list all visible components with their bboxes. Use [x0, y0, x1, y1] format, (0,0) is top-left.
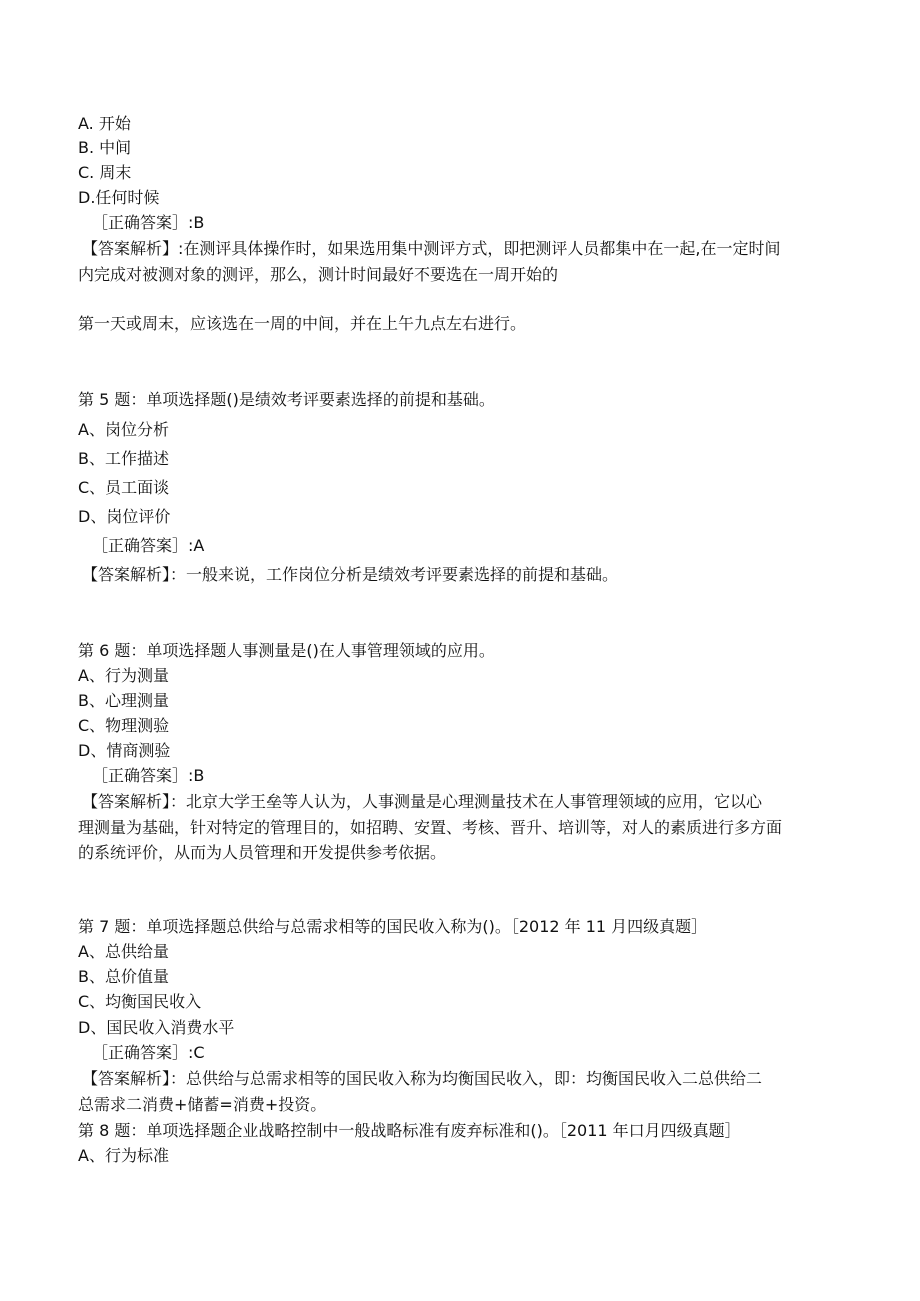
q5-option-c: C、员工面谈: [78, 478, 170, 497]
q6-option-d: D、情商测验: [78, 741, 171, 760]
q4-option-c: C. 周末: [78, 163, 132, 182]
q4-analysis-line-2: 内完成对被测对象的测评，那么，测计时间最好不要选在一周开始的: [78, 265, 559, 284]
q8-option-a: A、行为标准: [78, 1146, 169, 1165]
q5-option-b: B、工作描述: [78, 449, 169, 468]
q7-analysis-line-2: 总需求二消费+储蓄=消费+投资。: [78, 1095, 327, 1114]
q4-option-d: D.任何时候: [78, 188, 160, 207]
q4-option-b: B. 中间: [78, 138, 132, 157]
q5-option-d: D、岗位评价: [78, 507, 171, 526]
q7-option-c: C、均衡国民收入: [78, 992, 202, 1011]
q6-analysis-line-1: 【答案解析】：北京大学王垒等人认为，人事测量是心理测量技术在人事管理领域的应用，它以心: [82, 792, 763, 811]
q4-option-a: A. 开始: [78, 114, 131, 133]
q6-option-c: C、物理测验: [78, 716, 170, 735]
q7-option-d: D、国民收入消费水平: [78, 1018, 235, 1037]
q4-correct-answer: ［正确答案］:B: [92, 213, 205, 232]
q6-option-b: B、心理测量: [78, 691, 169, 710]
q7-option-b: B、总价值量: [78, 967, 169, 986]
q6-analysis-line-2: 理测量为基础，针对特定的管理目的，如招聘、安置、考核、晋升、培训等，对人的素质进行多方面: [78, 818, 783, 837]
q4-analysis-line-3: 第一天或周末，应该选在一周的中间，并在上午九点左右进行。: [78, 314, 527, 333]
q8-question: 第 8 题：单项选择题企业战略控制中一般战略标准有废弃标准和()。［2011 年口月四级真题］: [78, 1121, 741, 1140]
q5-question: 第 5 题：单项选择题()是绩效考评要素选择的前提和基础。: [78, 390, 495, 409]
q7-option-a: A、总供给量: [78, 942, 169, 961]
q6-correct-answer: ［正确答案］:B: [92, 766, 205, 785]
q7-analysis-line-1: 【答案解析】：总供给与总需求相等的国民收入称为均衡国民收入，即：均衡国民收入二总供给二: [82, 1069, 763, 1088]
q7-correct-answer: ［正确答案］:C: [92, 1043, 205, 1062]
q7-question: 第 7 题：单项选择题总供给与总需求相等的国民收入称为()。［2012 年 11 月四级真题］: [78, 917, 708, 936]
q6-option-a: A、行为测量: [78, 666, 169, 685]
q6-question: 第 6 题：单项选择题人事测量是()在人事管理领域的应用。: [78, 641, 495, 660]
q4-analysis-line-1: 【答案解析】:在测评具体操作时，如果选用集中测评方式，即把测评人员都集中在一起,在一定时间: [82, 239, 781, 258]
q5-option-a: A、岗位分析: [78, 420, 169, 439]
q5-correct-answer: ［正确答案］:A: [92, 536, 205, 555]
q5-analysis-line-1: 【答案解析】：一般来说，工作岗位分析是绩效考评要素选择的前提和基础。: [82, 565, 619, 584]
q6-analysis-line-3: 的系统评价，从而为人员管理和开发提供参考依据。: [78, 843, 447, 862]
